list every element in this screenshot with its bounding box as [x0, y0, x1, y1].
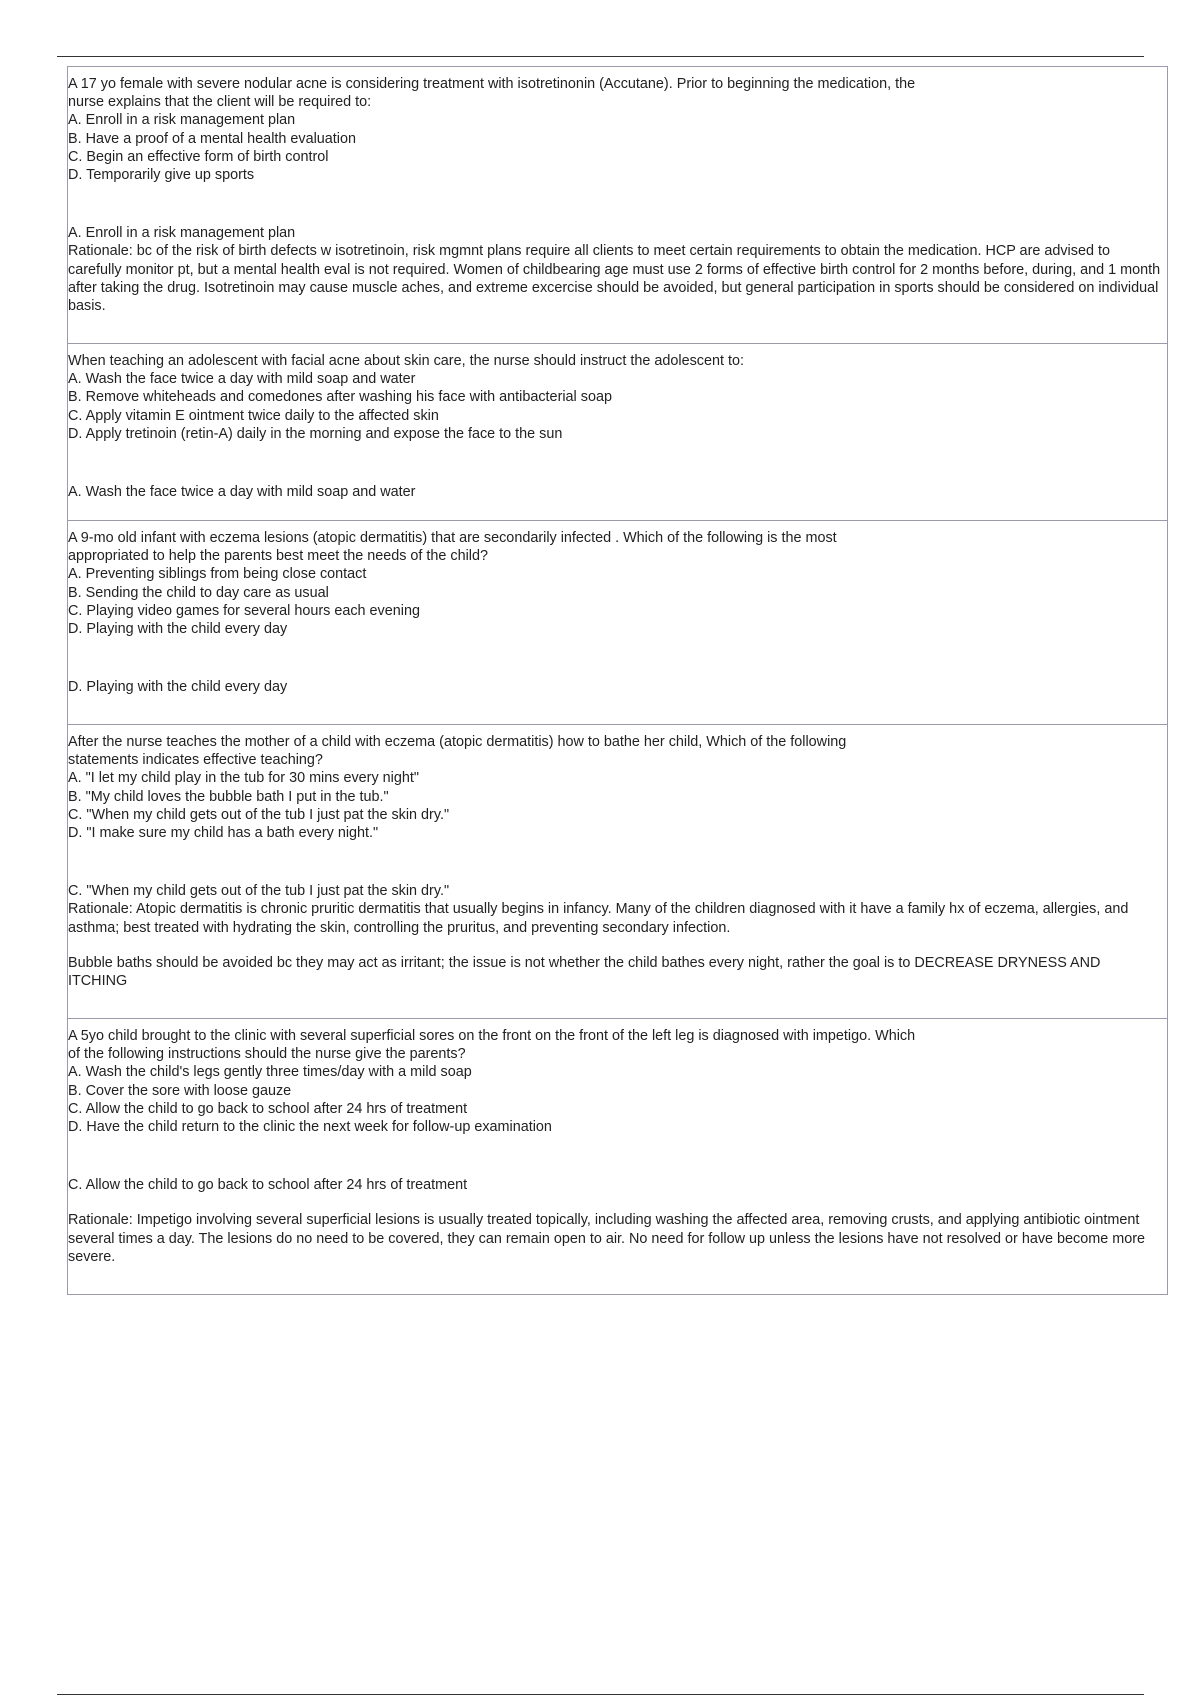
rationale-text: Rationale: bc of the risk of birth defects w isotretinoin, risk mgmnt plans require all clients to meet certain requirements to obtain the medication. HCP are advised to carefully monitor pt, but a mental health eval is not required. Women of childbearing age must use 2 forms of effective birth control for 2 months before, during, and 1 month after taking the drug. Isotretinoin may cause muscle aches, and extreme excercise should be avoided, but general participation in sports should be considered on individual basis. [68, 243, 1165, 315]
option-c: C. Apply vitamin E ointment twice daily to the affected skin [68, 407, 439, 424]
option-a: A. "I let my child play in the tub for 30 mins every night" [68, 770, 419, 787]
option-d: D. "I make sure my child has a bath every night." [68, 825, 379, 842]
option-a: A. Enroll in a risk management plan [68, 112, 296, 129]
question-text: A 9-mo old infant with eczema lesions (atopic dermatitis) that are secondarily infected . Which of the following is the most appropriated to help the parents best meet the needs of the child? [68, 530, 841, 565]
question-text: A 17 yo female with severe nodular acne is considering treatment with isotretinonin (Accutane). Prior to beginning the medication, the nurse explains that the client will be required to: [68, 76, 920, 111]
flashcard-table [67, 66, 1168, 1295]
rationale-text: Bubble baths should be avoided bc they may act as irritant; the issue is not whether the child bathes every night, rather the goal is to DECREASE DRYNESS AND ITCHING [68, 954, 1105, 990]
option-b: B. Have a proof of a mental health evaluation [68, 130, 356, 147]
spacer [68, 443, 1163, 483]
rationale-text: Rationale: Impetigo involving several superficial lesions is usually treated topically, including washing the affected area, removing crusts, and applying antibiotic ointment several times a day. The lesions do no need to be covered, they can remain open to air. No need for follow up unless the lesions have not resolved or have become more severe. [68, 1212, 1149, 1265]
option-c: C. Begin an effective form of birth control [68, 148, 329, 165]
option-d: D. Playing with the child every day [68, 621, 288, 638]
option-a: A. Wash the child's legs gently three times/day with a mild soap [68, 1064, 472, 1081]
spacer [68, 937, 1163, 954]
question-text: After the nurse teaches the mother of a child with eczema (atopic dermatitis) how to bathe her child, Which of the following statements indicates effective teaching? [68, 734, 851, 769]
question-text: A 5yo child brought to the clinic with several superficial sores on the front on the front of the left leg is diagnosed with impetigo. Which of the following instructions should the nurse give the parents? [68, 1028, 920, 1063]
option-a: A. Preventing siblings from being close contact [68, 566, 367, 583]
answer-text: C. Allow the child to go back to school after 24 hrs of treatment [68, 1177, 468, 1194]
option-c: C. Allow the child to go back to school after 24 hrs of treatment [68, 1100, 468, 1117]
spacer [68, 1136, 1163, 1176]
spacer [68, 1194, 1163, 1211]
flashcard [68, 1019, 1167, 1294]
bottom-rule [57, 1694, 1144, 1695]
option-b: B. Cover the sore with loose gauze [68, 1082, 292, 1099]
option-c: C. Playing video games for several hours each evening [68, 602, 420, 619]
option-c: C. "When my child gets out of the tub I just pat the skin dry." [68, 806, 450, 823]
spacer [68, 842, 1163, 882]
flashcard [68, 344, 1167, 521]
answer-text: A. Enroll in a risk management plan [68, 225, 296, 242]
option-a: A. Wash the face twice a day with mild soap and water [68, 371, 416, 388]
question-text: When teaching an adolescent with facial acne about skin care, the nurse should instruct the adolescent to: [68, 353, 744, 369]
answer-text: D. Playing with the child every day [68, 679, 288, 696]
flashcard [68, 521, 1167, 725]
flashcard [68, 67, 1167, 344]
option-d: D. Temporarily give up sports [68, 167, 255, 184]
spacer [68, 638, 1163, 678]
flashcard [68, 725, 1167, 1019]
option-d: D. Have the child return to the clinic the next week for follow-up examination [68, 1119, 552, 1136]
rationale-text: Rationale: Atopic dermatitis is chronic pruritic dermatitis that usually begins in infancy. Many of the children diagnosed with it have a family hx of eczema, allergies, and asthma; best treated with hydrating the skin, controlling the pruritus, and preventing secondary infection. [68, 901, 1133, 936]
option-b: B. Sending the child to day care as usual [68, 584, 329, 601]
option-b: B. Remove whiteheads and comedones after washing his face with antibacterial soap [68, 389, 612, 406]
top-rule [57, 56, 1144, 57]
option-d: D. Apply tretinoin (retin-A) daily in the morning and expose the face to the sun [68, 425, 563, 442]
option-b: B. "My child loves the bubble bath I put in the tub." [68, 788, 389, 805]
spacer [68, 184, 1163, 224]
answer-text: A. Wash the face twice a day with mild soap and water [68, 484, 416, 501]
answer-text: C. "When my child gets out of the tub I just pat the skin dry." [68, 883, 450, 900]
